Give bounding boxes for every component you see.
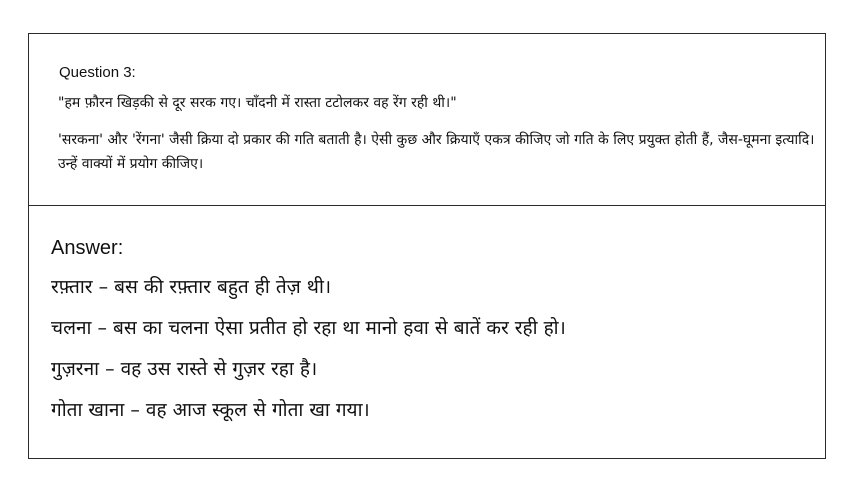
answer-line: रफ़्तार – बस की रफ़्तार बहुत ही तेज़ थी।	[51, 276, 332, 298]
answer-line: गोता खाना – वह आज स्कूल से गोता खा गया।	[51, 399, 370, 421]
question-section	[29, 34, 825, 206]
answer-section	[29, 206, 825, 459]
question-prompt: 'सरकना' और 'रेंगना' जैसी क्रिया दो प्रकार की गति बताती है। ऐसी कुछ और क्रियाएँ एकत्र कीजिए जो गति के लिए प्रयुक्त होती हैं, जैस-घूमना इत्यादि। उन्हें वाक्यों में प्रयोग कीजिए।	[58, 132, 815, 172]
answer-line: चलना – बस का चलना ऐसा प्रतीत हो रहा था मानो हवा से बातें कर रही हो।	[51, 317, 566, 339]
answer-line: गुज़रना – वह उस रास्ते से गुज़र रहा है।	[51, 358, 318, 380]
question-label: Question 3:	[59, 64, 136, 81]
question-quote: "हम फ़ौरन खिड़की से दूर सरक गए। चाँदनी में रास्ता टटोलकर वह रेंग रही थी।"	[58, 95, 457, 111]
answer-label: Answer:	[51, 237, 124, 259]
question-answer-card	[28, 33, 826, 459]
